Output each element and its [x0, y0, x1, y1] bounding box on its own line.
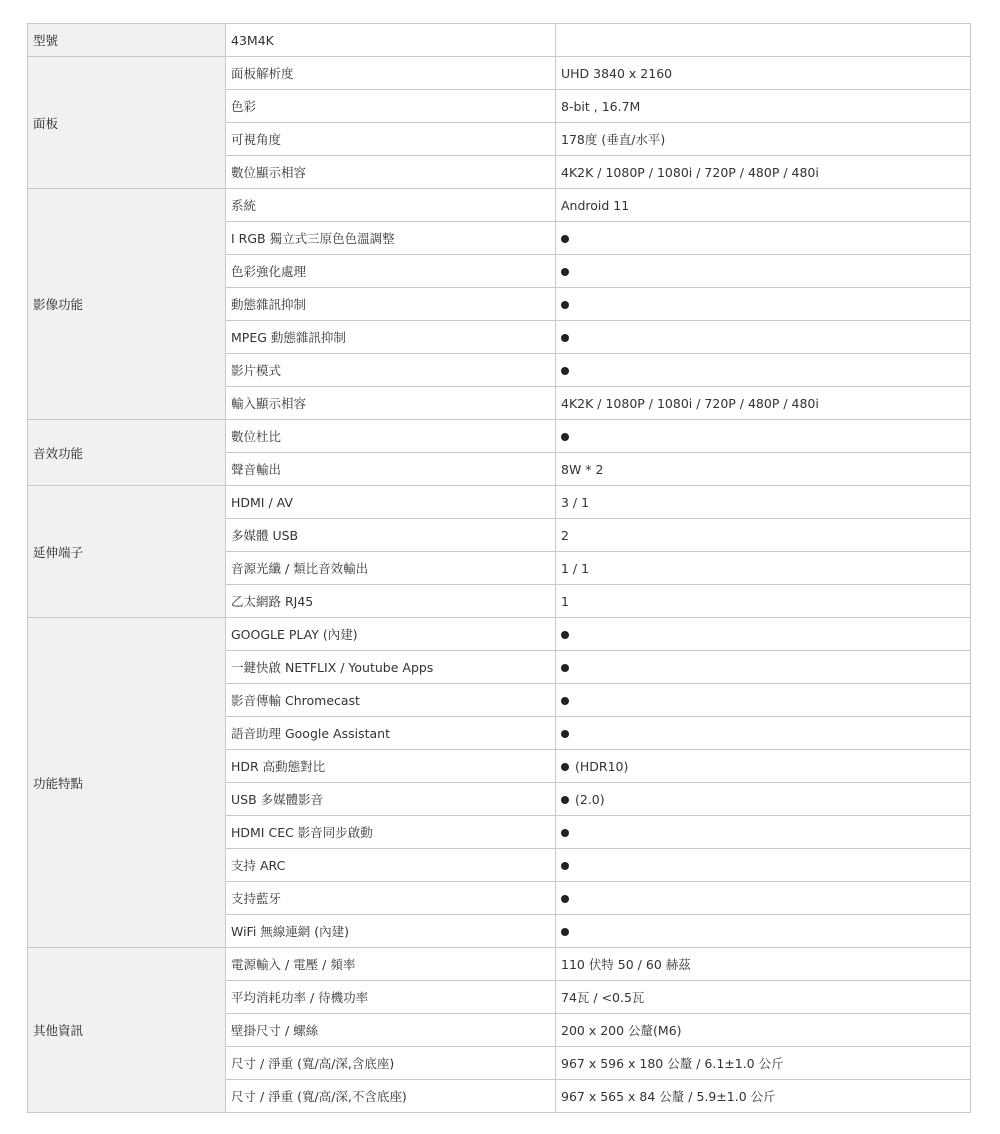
supported-dot-icon: [561, 895, 569, 903]
feature-name: 色彩強化處理: [226, 255, 556, 288]
feature-name: I RGB 獨立式三原色色溫調整: [226, 222, 556, 255]
feature-name: 一鍵快啟 NETFLIX / Youtube Apps: [226, 651, 556, 684]
supported-dot-icon: [561, 829, 569, 837]
feature-name: 動態雜訊抑制: [226, 288, 556, 321]
feature-name: 面板解析度: [226, 57, 556, 90]
feature-value: [556, 684, 971, 717]
feature-name: HDMI / AV: [226, 486, 556, 519]
feature-value: [556, 948, 971, 981]
feature-value: [556, 552, 971, 585]
feature-value: [556, 849, 971, 882]
supported-dot-icon: [561, 796, 569, 804]
feature-value-text: 1 / 1: [561, 560, 590, 576]
feature-name: 影音傳輸 Chromecast: [226, 684, 556, 717]
supported-dot-icon: [561, 862, 569, 870]
feature-value-text: 200 x 200 公釐(M6): [561, 1023, 682, 1038]
feature-name: 數位顯示相容: [226, 156, 556, 189]
spec-table-body: [28, 24, 971, 1113]
feature-value: [556, 288, 971, 321]
feature-value: [556, 750, 971, 783]
supported-dot-icon: [561, 235, 569, 243]
feature-value-text: UHD 3840 x 2160: [561, 65, 673, 81]
feature-name: 尺寸 / 淨重 (寬/高/深,不含底座): [226, 1080, 556, 1113]
feature-name: 壁掛尺寸 / 螺絲: [226, 1014, 556, 1047]
feature-name: 支持 ARC: [226, 849, 556, 882]
feature-name: 乙太網路 RJ45: [226, 585, 556, 618]
spec-row: [28, 57, 971, 90]
spec-row: [28, 948, 971, 981]
feature-name: 平均消耗功率 / 待機功率: [226, 981, 556, 1014]
supported-dot-icon: [561, 631, 569, 639]
feature-value: [556, 420, 971, 453]
feature-value: [556, 1014, 971, 1047]
supported-dot-icon: [561, 697, 569, 705]
section-category: 影像功能: [28, 189, 226, 420]
feature-value: [556, 783, 971, 816]
supported-dot-icon: [561, 268, 569, 276]
section-category: 功能特點: [28, 618, 226, 948]
feature-value-text: 967 x 596 x 180 公釐 / 6.1±1.0 公斤: [561, 1056, 784, 1071]
spec-table: [27, 23, 971, 1113]
section-category: 延伸端子: [28, 486, 226, 618]
feature-name: 語音助理 Google Assistant: [226, 717, 556, 750]
feature-value: [556, 816, 971, 849]
feature-name: WiFi 無線連網 (內建): [226, 915, 556, 948]
feature-value: [556, 255, 971, 288]
feature-name: HDR 高動態對比: [226, 750, 556, 783]
feature-value-text: 3 / 1: [561, 494, 590, 510]
feature-name: HDMI CEC 影音同步啟動: [226, 816, 556, 849]
model-extra: [556, 24, 971, 57]
feature-value-text: 110 伏特 50 / 60 赫茲: [561, 957, 691, 972]
section-category: 音效功能: [28, 420, 226, 486]
spec-row: [28, 486, 971, 519]
spec-row: [28, 618, 971, 651]
feature-name: 尺寸 / 淨重 (寬/高/深,含底座): [226, 1047, 556, 1080]
feature-value: [556, 123, 971, 156]
feature-name: 電源輸入 / 電壓 / 頻率: [226, 948, 556, 981]
feature-name: 音源光纖 / 類比音效輸出: [226, 552, 556, 585]
feature-value: [556, 90, 971, 123]
feature-value: [556, 915, 971, 948]
supported-dot-icon: [561, 730, 569, 738]
feature-name: USB 多媒體影音: [226, 783, 556, 816]
feature-value: [556, 387, 971, 420]
feature-name: 輸入顯示相容: [226, 387, 556, 420]
model-value: 43M4K: [226, 24, 556, 57]
feature-name: 數位杜比: [226, 420, 556, 453]
feature-value-text: (HDR10): [575, 759, 629, 774]
feature-name: 可視角度: [226, 123, 556, 156]
section-category: 面板: [28, 57, 226, 189]
model-label: 型號: [28, 24, 226, 57]
feature-value: [556, 321, 971, 354]
feature-value: [556, 519, 971, 552]
supported-dot-icon: [561, 301, 569, 309]
supported-dot-icon: [561, 334, 569, 342]
feature-value-text: 1: [561, 593, 569, 609]
feature-name: 色彩: [226, 90, 556, 123]
feature-value: [556, 618, 971, 651]
section-category: 其他資訊: [28, 948, 226, 1113]
feature-value-text: 8-bit , 16.7M: [561, 98, 641, 114]
feature-value: [556, 717, 971, 750]
feature-value: [556, 882, 971, 915]
feature-value-text: 74瓦 / <0.5瓦: [561, 990, 645, 1005]
supported-dot-icon: [561, 664, 569, 672]
feature-name: 系統: [226, 189, 556, 222]
feature-value: [556, 453, 971, 486]
feature-value: [556, 585, 971, 618]
feature-value-text: 4K2K / 1080P / 1080i / 720P / 480P / 480i: [561, 164, 819, 180]
feature-value-text: (2.0): [575, 792, 605, 807]
feature-name: GOOGLE PLAY (內建): [226, 618, 556, 651]
supported-dot-icon: [561, 763, 569, 771]
feature-value: [556, 651, 971, 684]
feature-name: 聲音輸出: [226, 453, 556, 486]
feature-value-text: 2: [561, 527, 569, 543]
feature-value-text: 8W * 2: [561, 461, 604, 477]
feature-value: [556, 57, 971, 90]
feature-value: [556, 156, 971, 189]
supported-dot-icon: [561, 367, 569, 375]
supported-dot-icon: [561, 928, 569, 936]
feature-value: [556, 222, 971, 255]
feature-value: [556, 486, 971, 519]
feature-value: [556, 189, 971, 222]
feature-name: 支持藍牙: [226, 882, 556, 915]
feature-name: 多媒體 USB: [226, 519, 556, 552]
supported-dot-icon: [561, 433, 569, 441]
feature-name: 影片模式: [226, 354, 556, 387]
feature-value: [556, 1080, 971, 1113]
feature-value-text: 4K2K / 1080P / 1080i / 720P / 480P / 480i: [561, 395, 819, 411]
model-row: [28, 24, 971, 57]
feature-value-text: 967 x 565 x 84 公釐 / 5.9±1.0 公斤: [561, 1089, 776, 1104]
feature-name: MPEG 動態雜訊抑制: [226, 321, 556, 354]
spec-row: [28, 420, 971, 453]
spec-row: [28, 189, 971, 222]
feature-value: [556, 981, 971, 1014]
feature-value-text: 178度 (垂直/水平): [561, 132, 666, 147]
feature-value: [556, 354, 971, 387]
feature-value-text: Android 11: [561, 197, 630, 213]
feature-value: [556, 1047, 971, 1080]
